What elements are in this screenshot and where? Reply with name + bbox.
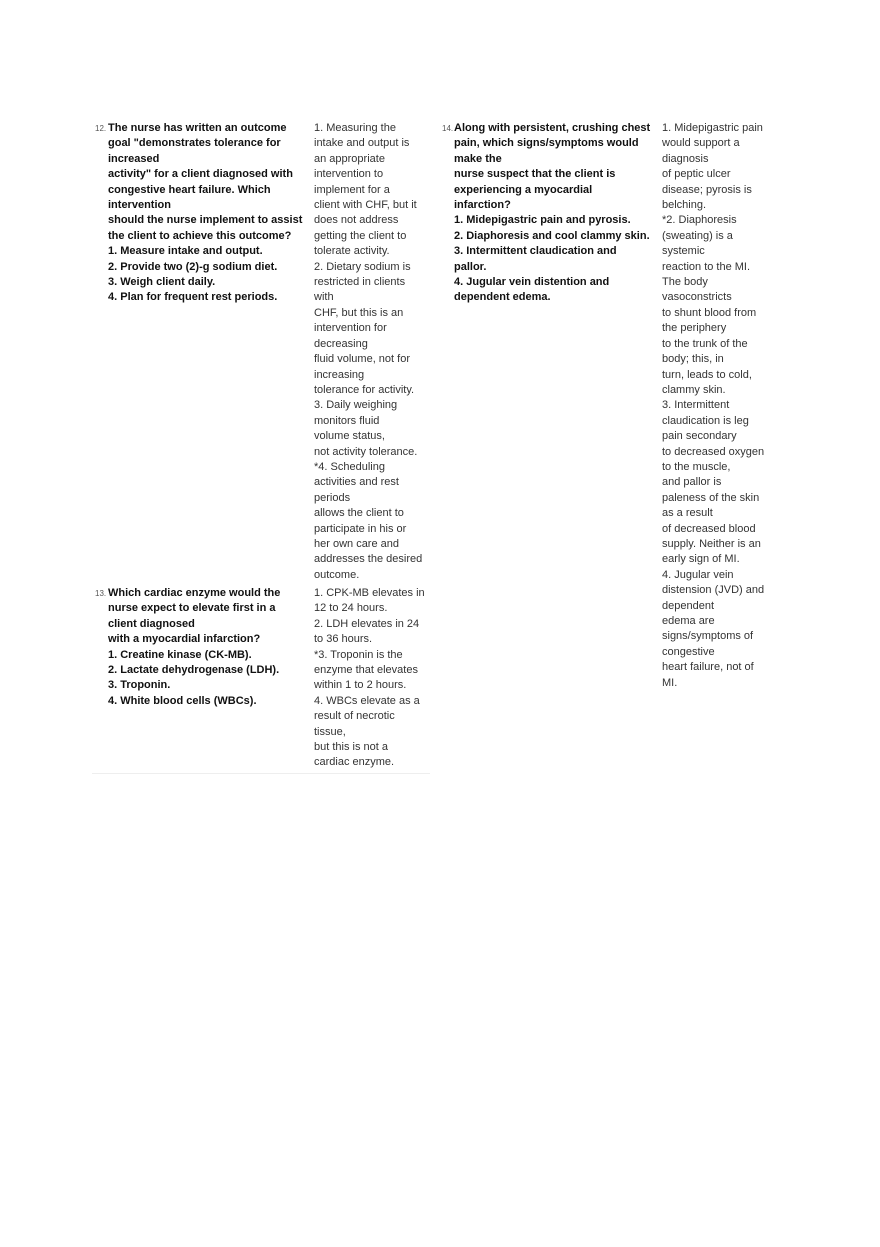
rationale-line: 3. Daily weighing [314,399,398,412]
rationale-line: edema are [662,615,715,627]
question-line: congestive heart failure. Which [108,183,271,196]
question-line: pallor. [454,260,487,273]
rationale-line: vasoconstricts [662,291,732,304]
rationale-line: cardiac enzyme. [314,756,395,769]
question-line: 2. Diaphoresis and cool clammy skin. [454,229,650,242]
question-12-text [108,121,302,306]
rationale-line: reaction to the MI. [662,260,751,273]
rationale-line: 2. LDH elevates in 24 [314,617,420,630]
rationale-line: within 1 to 2 hours. [314,679,407,692]
rationale-line: to the trunk of the [662,337,748,350]
question-line: Which cardiac enzyme would the [108,587,281,599]
question-12-rationale [314,121,422,583]
rationale-line: 12 to 24 hours. [314,602,388,615]
rationale-line: 4. WBCs elevate as a [314,694,420,707]
rationale-line: as a result [662,507,713,520]
question-line: 1. Measure intake and output. [108,245,263,258]
rationale-line: volume status, [314,430,385,443]
rationale-line: an appropriate [314,152,385,165]
question-line: nurse suspect that the client is [454,168,616,181]
rationale-line: but this is not a [314,741,388,754]
rationale-line: *3. Troponin is the [314,648,403,661]
question-number-12: 12. [95,124,107,133]
rationale-line: claudication is leg [662,414,749,427]
rationale-line: intervention for [314,322,387,335]
question-line: 3. Troponin. [108,679,171,692]
rationale-line: 1. Measuring the [314,122,396,134]
rationale-line: disease; pyrosis is [662,183,752,196]
question-line: nurse expect to elevate first in a [108,602,276,615]
rationale-line: tolerate activity. [314,245,390,258]
rationale-line: to decreased oxygen [662,445,765,458]
question-line: make the [454,152,502,165]
rationale-line: not activity tolerance. [314,445,418,458]
question-line: client diagnosed [108,617,195,630]
question-line: intervention [108,199,171,212]
rationale-line: allows the client to [314,507,404,520]
question-line: goal "demonstrates tolerance for [108,137,281,150]
rationale-line: distension (JVD) and [662,584,765,597]
rationale-line: activities and rest [314,476,399,489]
question-line: 2. Provide two (2)-g sodium diet. [108,260,278,273]
question-13-text [108,586,280,709]
question-line: activity" for a client diagnosed with [108,168,293,181]
rationale-line: *2. Diaphoresis [662,214,737,227]
rationale-line: result of necrotic [314,710,395,723]
rationale-line: outcome. [314,568,360,581]
rationale-line: periods [314,491,351,504]
question-line: the client to achieve this outcome? [108,229,292,242]
question-13-rationale [314,586,425,771]
rationale-line: signs/symptoms of [662,630,754,643]
rationale-line: with [314,291,334,304]
question-line: 1. Creatine kinase (CK-MB). [108,648,252,661]
rationale-line: turn, leads to cold, [662,368,752,381]
rationale-line: pain secondary [662,430,737,443]
rationale-line: monitors fluid [314,414,380,427]
rationale-line: client with CHF, but it [314,199,417,212]
rationale-line: (sweating) is a [662,229,733,242]
question-line: 4. White blood cells (WBCs). [108,694,257,707]
rationale-line: heart failure, not of [662,661,754,674]
rationale-line: to the muscle, [662,460,731,473]
rationale-line: clammy skin. [662,383,726,396]
question-number-14: 14. [442,124,454,133]
rationale-line: belching. [662,199,707,212]
rationale-line: MI. [662,676,678,689]
rationale-line: implement for a [314,183,390,196]
rationale-line: body; this, in [662,353,724,366]
rationale-line: intervention to [314,168,384,181]
rationale-line: enzyme that elevates [314,664,418,677]
rationale-line: addresses the desired [314,553,423,566]
rationale-line: 3. Intermittent [662,399,730,412]
rationale-line: to shunt blood from [662,306,757,319]
rationale-line: 1. Midepigastric pain [662,122,763,134]
question-line: 3. Intermittent claudication and [454,245,617,258]
rationale-line: 2. Dietary sodium is [314,260,411,273]
question-14-text [454,121,650,306]
question-line: experiencing a myocardial [454,183,593,196]
rationale-line: tolerance for activity. [314,383,415,396]
rationale-line: of peptic ulcer [662,168,731,181]
question-line: increased [108,152,160,165]
rationale-line: the periphery [662,322,727,335]
rationale-line: early sign of MI. [662,553,740,566]
question-number-13: 13. [95,589,107,598]
rationale-line: and pallor is [662,476,722,489]
question-line: 4. Jugular vein distention and [454,276,610,289]
question-line: 4. Plan for frequent rest periods. [108,291,278,304]
rationale-line: 1. CPK-MB elevates in [314,587,425,599]
rationale-line: congestive [662,645,715,658]
question-line: infarction? [454,199,511,212]
rationale-line: restricted in clients [314,276,406,289]
question-line: dependent edema. [454,291,551,304]
rationale-line: to 36 hours. [314,633,373,646]
question-line: 3. Weigh client daily. [108,276,216,289]
rationale-line: increasing [314,368,365,381]
table-bottom-rule [92,773,430,774]
rationale-line: would support a [662,137,740,150]
question-line: Along with persistent, crushing chest [454,122,651,134]
rationale-line: CHF, but this is an [314,306,404,319]
rationale-line: tissue, [314,725,346,738]
rationale-line: dependent [662,599,714,612]
rationale-line: getting the client to [314,229,407,242]
rationale-line: systemic [662,245,705,258]
question-line: with a myocardial infarction? [108,633,261,646]
question-line: should the nurse implement to assist [108,214,303,227]
question-line: The nurse has written an outcome [108,122,287,134]
rationale-line: fluid volume, not for [314,353,410,366]
rationale-line: participate in his or [314,522,407,535]
question-line: 1. Midepigastric pain and pyrosis. [454,214,631,227]
rationale-line: paleness of the skin [662,491,760,504]
rationale-line: 4. Jugular vein [662,568,734,581]
rationale-line: intake and output is [314,137,410,150]
rationale-line: of decreased blood [662,522,756,535]
rationale-line: supply. Neither is an [662,537,761,550]
rationale-line: diagnosis [662,152,709,165]
question-line: 2. Lactate dehydrogenase (LDH). [108,664,280,677]
rationale-line: does not address [314,214,399,227]
rationale-line: decreasing [314,337,368,350]
question-14-rationale [662,121,764,691]
rationale-line: *4. Scheduling [314,460,385,473]
rationale-line: her own care and [314,537,399,550]
rationale-line: The body [662,276,708,289]
question-line: pain, which signs/symptoms would [454,137,639,150]
